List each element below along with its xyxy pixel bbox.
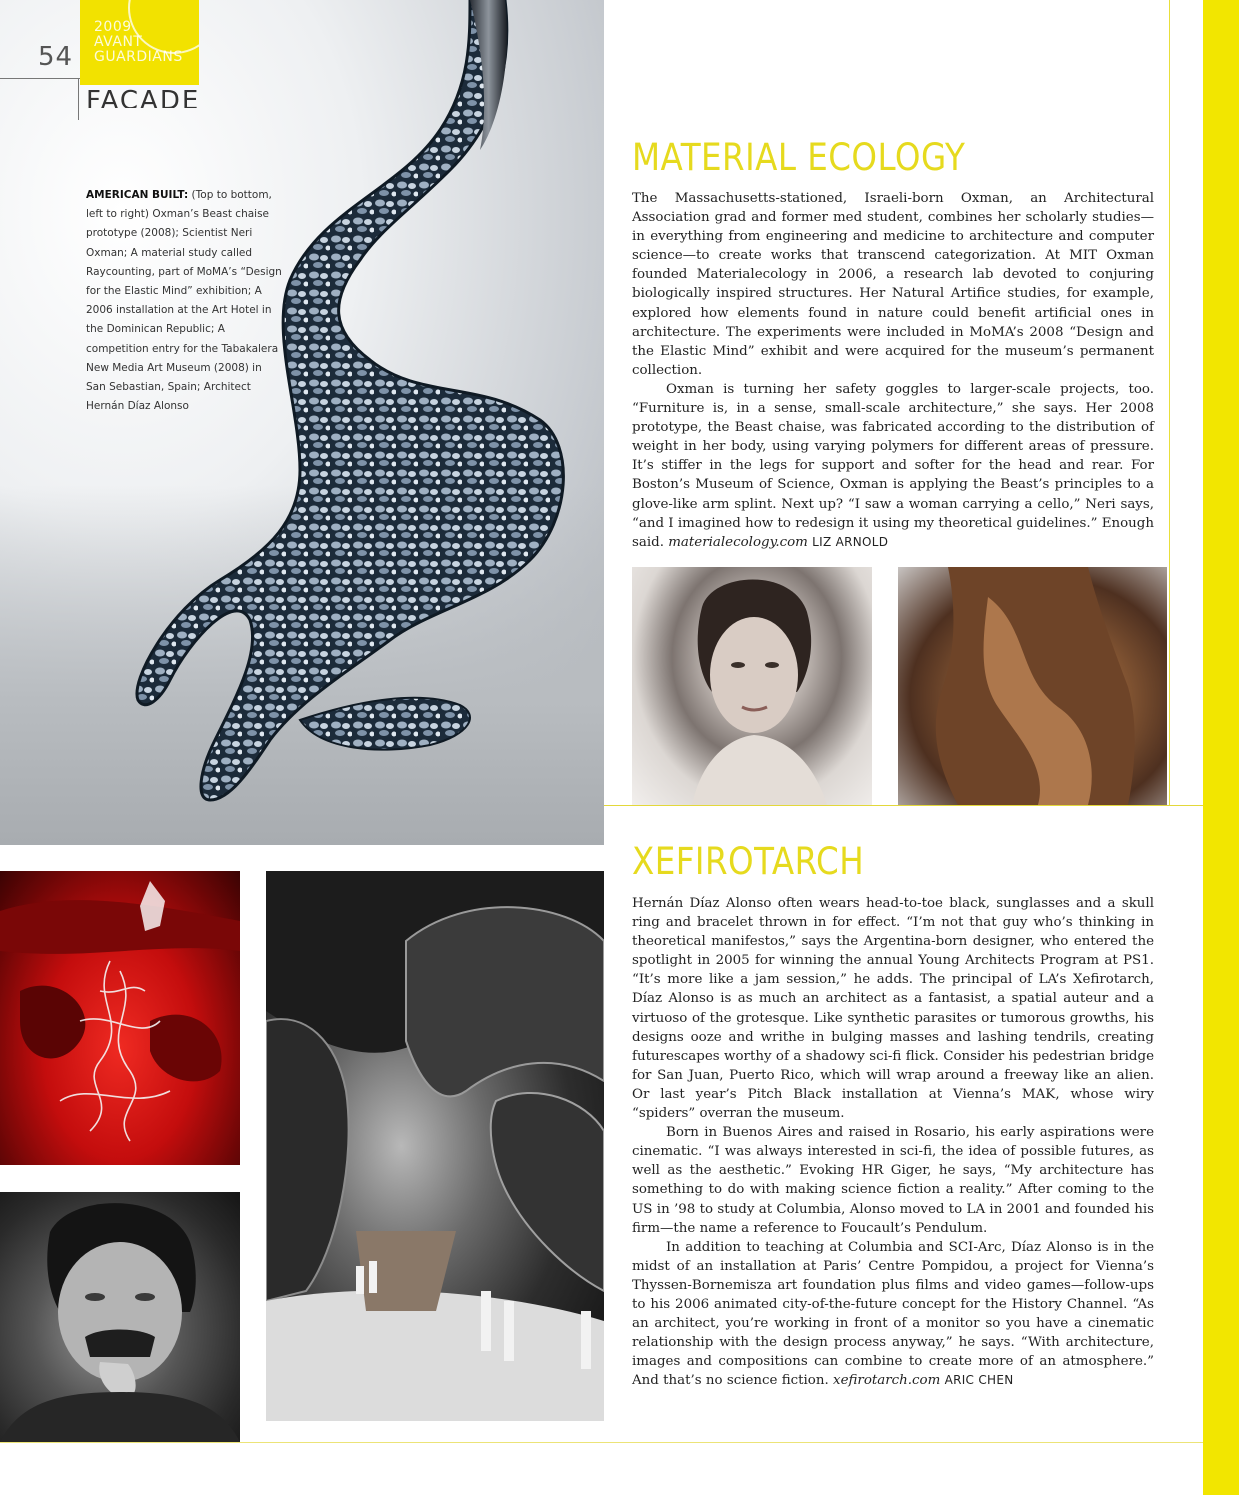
column-rule [1169,0,1170,805]
article-url: xefirotarch.com [833,1373,941,1389]
photo-caption [86,186,282,416]
art-hotel-installation-photo [0,871,240,1165]
article-url: materialecology.com [668,534,808,550]
article-paragraph: In addition to teaching at Columbia and SCI-Arc, Díaz Alonso is in the midst of an installation at Paris’ Centre Pompidou, a project for Vienna’s Thyssen-Bornemisza art foundation plus films and video games—follow-ups to his 2006 animated city-of-the-future concept for the History Channel. “As an architect, you’re working in front of a monitor so you have a cinematic relationship with the design process anyway,” he says. “With architecture, images and compositions can combine to create more of an atmosphere.” And that’s no science fiction. [632,1239,1154,1389]
article-paragraph-final [632,380,1154,552]
article-paragraph-final [632,1238,1154,1391]
caption-lead: AMERICAN BUILT: [86,189,189,201]
article-author: ARIC CHEN [944,1373,1014,1388]
article-body [632,189,1154,552]
avant-guardians-badge [80,0,199,85]
article-body [632,894,1154,1390]
article-paragraph: Born in Buenos Aires and raised in Rosario, his early aspirations were cinematic. “I was always interested in sci-fi, the idea of possible futures, as well as the aesthetic.” Evoking HR Giger, he says, “My architecture has something to do with making science fiction a reality.” After coming to the US in ’98 to study at Columbia, Alonso moved to LA in 2001 and founded his firm—the name a reference to Foucault’s Pendulum. [632,1125,1154,1236]
section-name: FACADE [86,86,201,108]
badge-line: AVANT [94,34,143,50]
article-paragraph: Hernán Díaz Alonso often wears head-to-toe black, sunglasses and a skull ring and bracelet thrown in for effect. “I’m not that guy who’s thinking in theoretical manifestos,” says the Argentina-born designer, who entered the spotlight in 2005 for winning the annual Young Architects Program at PS1. “It’s more like a jam session,” he adds. The principal of LA’s Xefirotarch, Díaz Alonso is as much an architect as a fantasist, a spatial auteur and a virtuoso of the grotesque. Like synthetic parasites or tumorous growths, his designs ooze and writhe in bulging masses and lashing tendrils, creating futurescapes worthy of a shadowy sci-fi flick. Consider his pedestrian bridge for San Juan, Puerto Rico, which will wrap around a freeway like an alien. Or last year’s Pitch Black installation at Vienna’s MAK, whose wiry “spiders” overran the museum. [632,896,1154,1122]
badge-line: 2009 [94,19,132,35]
header-rule [78,78,79,120]
badge-line: GUARDIANS [94,49,183,65]
footer-rule [0,1442,1203,1443]
beast-chaise-photo [0,0,604,845]
tabakalera-museum-render [266,871,604,1421]
caption-text: (Top to bottom, left to right) Oxman’s Beast chaise prototype (2008); Scientist Neri Oxman; A material study called Raycounting, part of MoMA’s “Design for the Elastic Mind” exhibition; A 2006 installation at the Art Hotel in the Dominican Republic; A competition entry for the Tabakalera New Media Art Museum (2008) in San Sebastian, Spain; Architect Hernán Díaz Alonso [86,189,282,413]
page-number: 54 [38,42,74,72]
hernan-diaz-alonso-portrait [0,1192,240,1442]
yellow-edge-strip [1203,0,1239,1495]
article-paragraph: Oxman is turning her safety goggles to larger-scale projects, too. “Furniture is, in a sense, small-scale architecture,” she says. Her 2008 prototype, the Beast chaise, was fabricated according to the distribution of weight in her body, using varying polymers for different areas of pressure. It’s stiffer in the legs for support and softer for the head and rear. For Boston’s Museum of Science, Oxman is applying the Beast’s principles to a glove-like arm splint. Next up? “I saw a woman carrying a cello,” Neri says, “and I imagined how to redesign it using my theoretical guidelines.” Enough said. [632,381,1154,550]
article-headline: MATERIAL ECOLOGY [632,136,966,179]
header-rule [0,78,80,79]
article-paragraph: The Massachusetts-stationed, Israeli-born Oxman, an Architectural Association grad and former med student, combines her scholarly studies—in everything from engineering and medicine to architecture and computer science—to create works that transcend categorization. At MIT Oxman founded Materialecology in 2006, a research lab devoted to conjuring biologically inspired structures. Her Natural Artifice studies, for example, explored how elements found in nature could benefit artificial ones in architecture. The experiments were included in MoMA’s 2008 “Design and the Elastic Mind” exhibit and were acquired for the museum’s permanent collection. [632,191,1154,378]
raycounting-material-study-photo [898,567,1167,805]
article-headline: XEFIROTARCH [632,840,865,883]
article-author: LIZ ARNOLD [812,534,889,549]
neri-oxman-portrait [632,567,872,805]
